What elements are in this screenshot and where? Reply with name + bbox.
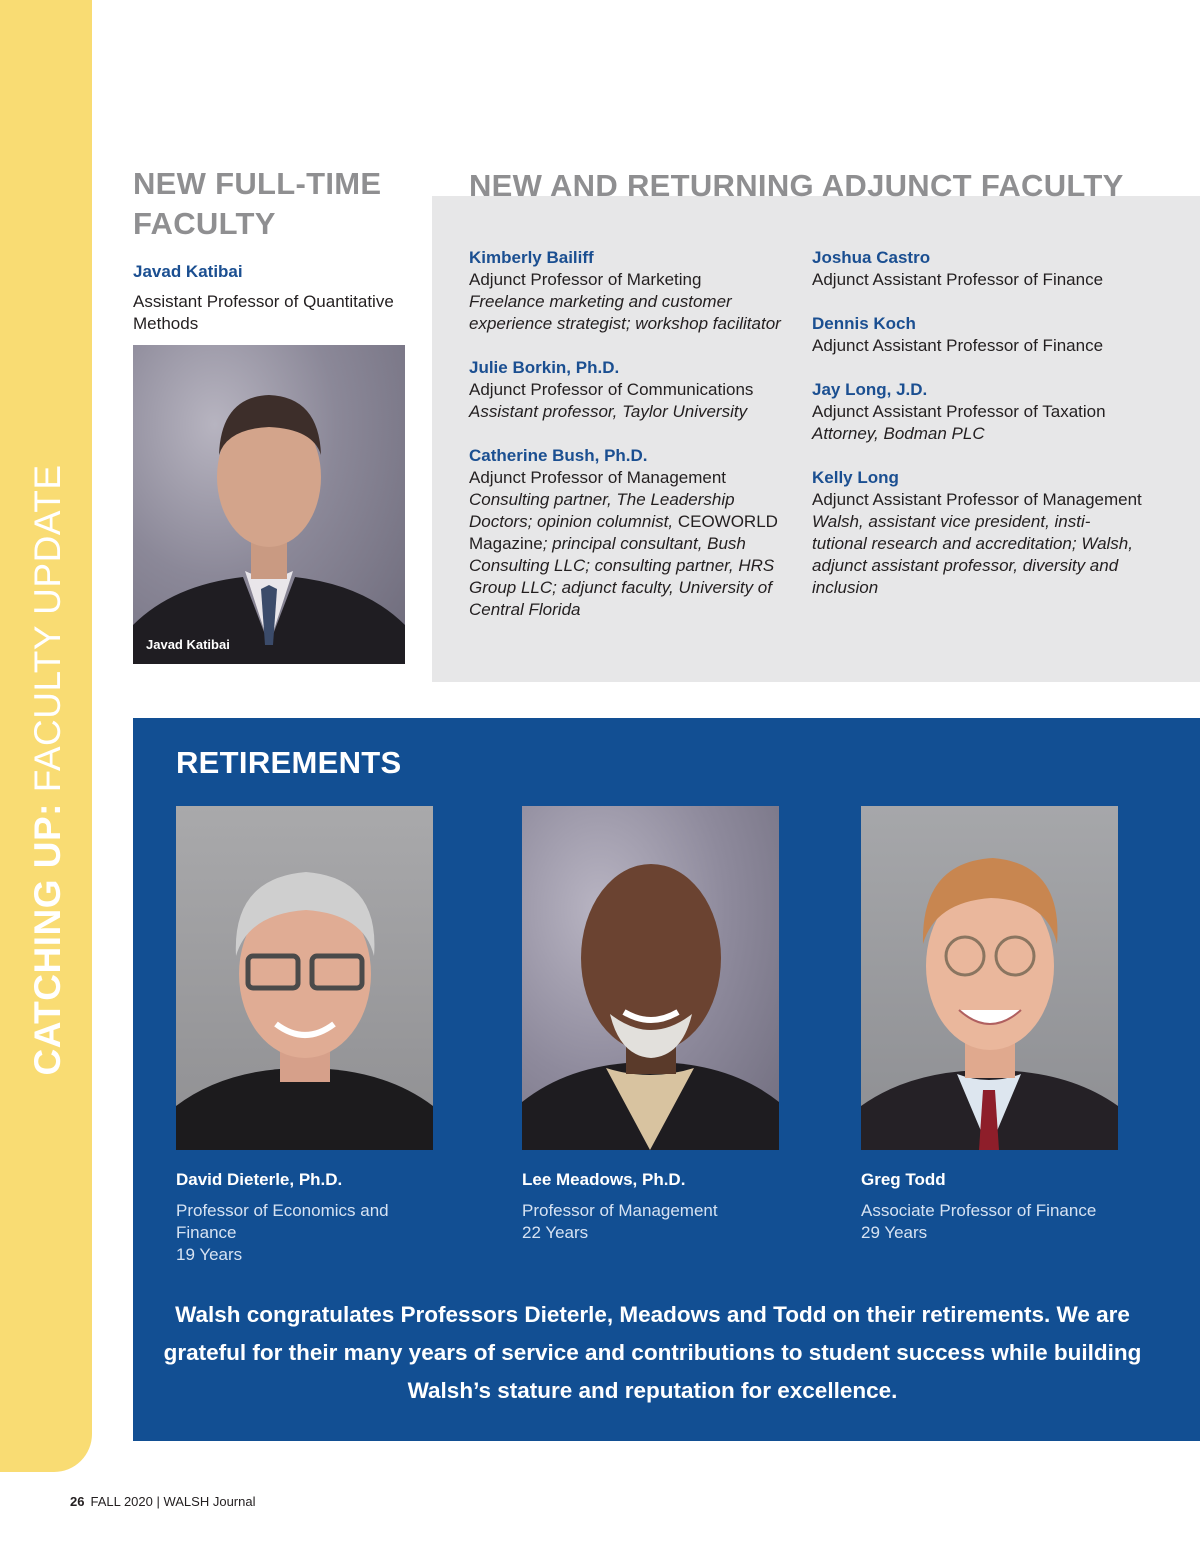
adjunct-entry [469, 445, 789, 621]
adjunct-position: Adjunct Professor of Management [469, 468, 727, 487]
adjunct-entry [469, 357, 789, 423]
page-footer [70, 1494, 255, 1509]
adjunct-position: Adjunct Professor of Communications [469, 380, 754, 399]
adjunct-entry [812, 379, 1142, 445]
portrait-illustration [176, 806, 433, 1150]
retiree-card [522, 806, 779, 1244]
adjunct-faculty-heading: NEW AND RETURNING ADJUNCT FACULTY [469, 168, 1124, 203]
full-time-faculty-photo [133, 345, 405, 664]
adjunct-description-publication: CEOWORLD Magazine [469, 512, 778, 553]
retirements-message: Walsh congratulates Professors Dieterle, Meadows and Todd on their retirements. We are grateful for their many years of service and contributions to student success while building Walsh’s stature and reputation for excellence. [163, 1302, 1142, 1403]
retiree-years: 22 Years [522, 1223, 589, 1242]
retiree-name: Greg Todd [861, 1170, 946, 1189]
retiree-photo [176, 806, 433, 1150]
section-title-bold: CATCHING UP: [27, 803, 68, 1076]
adjunct-position: Adjunct Assistant Professor of Taxation [812, 402, 1106, 421]
retiree-position: Associate Professor of Finance [861, 1201, 1097, 1220]
retiree-card [861, 806, 1118, 1244]
adjunct-name: Catherine Bush, Ph.D. [469, 446, 648, 465]
portrait-illustration [522, 806, 779, 1150]
adjunct-description [469, 489, 789, 621]
retiree-photo [522, 806, 779, 1150]
retiree-years: 19 Years [176, 1245, 243, 1264]
retiree-name: David Dieterle, Ph.D. [176, 1170, 343, 1189]
adjunct-name: Kelly Long [812, 468, 899, 487]
adjunct-position: Adjunct Professor of Marketing [469, 270, 702, 289]
retiree-position: Professor of Economics and Finance [176, 1201, 389, 1242]
adjunct-entry [812, 313, 1142, 357]
portrait-illustration [861, 806, 1118, 1150]
full-time-faculty-title: Assistant Professor of Quantitative Methods [133, 292, 394, 333]
section-title-rest: FACULTY UPDATE [27, 464, 68, 803]
full-time-faculty-heading: NEW FULL-TIME FACULTY [133, 166, 382, 241]
adjunct-name: Kimberly Bailiff [469, 248, 594, 267]
adjunct-position: Adjunct Assistant Professor of Finance [812, 336, 1104, 355]
adjunct-entry [812, 247, 1142, 291]
adjunct-description: Assistant professor, Taylor University [469, 402, 748, 421]
adjunct-description: Attorney, Bodman PLC [812, 424, 985, 443]
adjunct-position: Adjunct Assistant Professor of Management [812, 490, 1142, 509]
page-number: 26 [70, 1494, 85, 1509]
retiree-years: 29 Years [861, 1223, 928, 1242]
retiree-position: Professor of Management [522, 1201, 718, 1220]
adjunct-description: Walsh, assistant vice president, insti-tutional research and accreditation; Walsh, adjunct assistant professor, diversity and inclusion [812, 512, 1133, 597]
adjunct-column-right [812, 247, 1142, 621]
retiree-photo [861, 806, 1118, 1150]
publication-label: FALL 2020 | WALSH Journal [90, 1494, 256, 1509]
photo-caption: Javad Katibai [146, 637, 230, 652]
adjunct-entry [469, 247, 789, 335]
section-title-vertical [27, 464, 69, 1075]
full-time-faculty-name: Javad Katibai [133, 262, 243, 281]
adjunct-name: Joshua Castro [812, 248, 931, 267]
retiree-name: Lee Meadows, Ph.D. [522, 1170, 686, 1189]
adjunct-position: Adjunct Assistant Professor of Finance [812, 270, 1104, 289]
adjunct-name: Julie Borkin, Ph.D. [469, 358, 620, 377]
adjunct-entry [812, 467, 1142, 599]
adjunct-column-left [469, 247, 789, 643]
adjunct-description-part: ; principal consultant, Bush Consulting LLC; consulting partner, HRS Group LLC; adjunct faculty, University of Central Florida [469, 534, 775, 619]
adjunct-name: Dennis Koch [812, 314, 916, 333]
retiree-card [176, 806, 433, 1266]
adjunct-description-part: Consulting partner, The Leadership Doctors; opinion columnist, [469, 490, 735, 531]
portrait-illustration [133, 345, 405, 664]
retirements-heading: RETIREMENTS [176, 745, 402, 780]
adjunct-description: Freelance marketing and customer experience strategist; workshop facilitator [469, 292, 781, 333]
adjunct-name: Jay Long, J.D. [812, 380, 928, 399]
